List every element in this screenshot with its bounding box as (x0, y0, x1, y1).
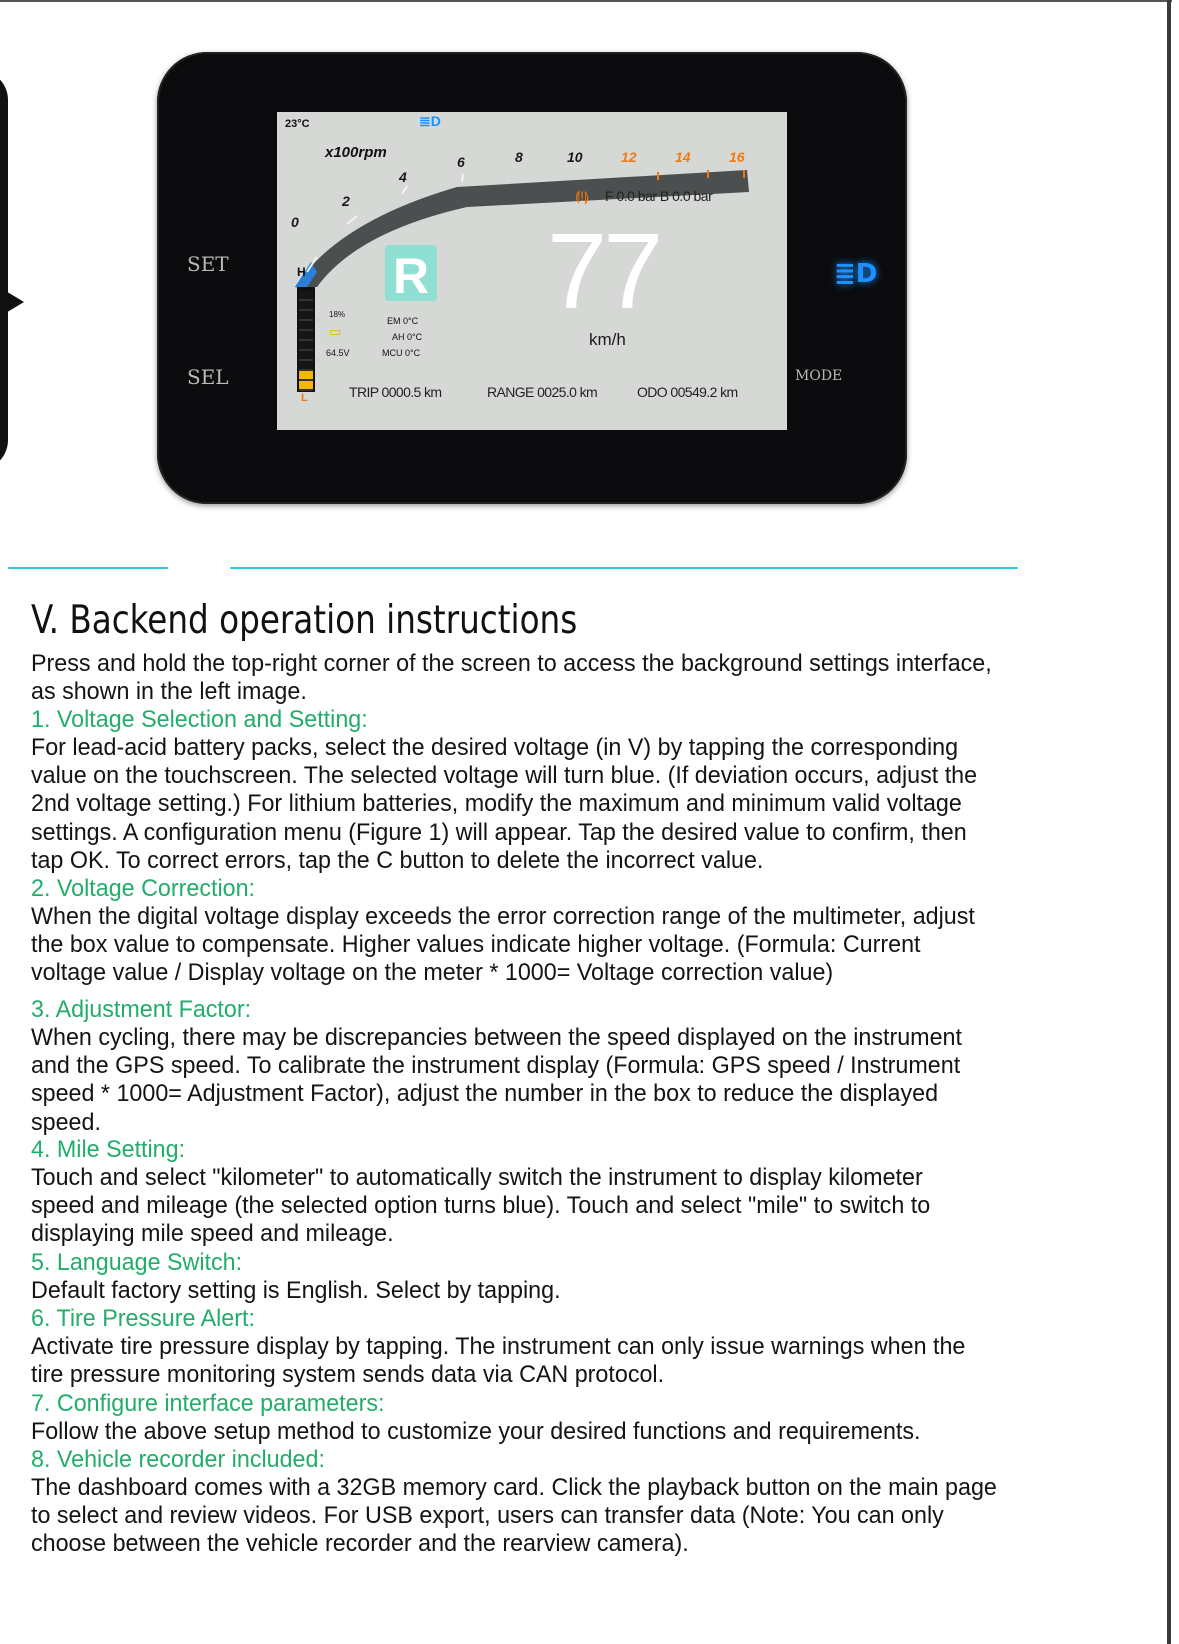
sel-button[interactable]: SEL (187, 365, 229, 389)
battery-icon: ▭ (329, 324, 342, 339)
item-text-voltage-selection: For lead-acid battery packs, select the desired voltage (in V) by tapping the corresponding value on the touchscreen. The selected voltage will turn blue. (If deviation occurs, adjust the 2nd voltage setting.) For lithium batteries, modify the maximum and minimum valid voltage settings. A configuration menu (Figure 1) will appear. Tap the desired value to confirm, then tap OK. To correct errors, tap the C button to delete the incorrect value. (31, 734, 978, 874)
speed-value: 77 (547, 210, 660, 331)
item-text-voltage-correction: When the digital voltage display exceeds the error correction range of the multimeter, adjust the box value to compensate. Higher values indicate higher voltage. (Formula: Current voltage value / Display voltage on the meter * 1000= Voltage correction value) (31, 903, 975, 987)
section-divider-left (8, 567, 168, 569)
item-title-configure-interface: 7. Configure interface parameters: (31, 1390, 385, 1417)
rpm-tick-2: 2 (342, 193, 350, 209)
rpm-tick-6: 6 (457, 154, 465, 170)
item-text-language-switch: Default factory setting is English. Select by tapping. (31, 1277, 561, 1304)
intro-paragraph: Press and hold the top-right corner of the screen to access the background settings interface, as shown in the left image. (31, 650, 992, 706)
headlight-icon[interactable]: ≣D (834, 259, 878, 289)
item-text-configure-interface: Follow the above setup method to customize your desired functions and requirements. (31, 1418, 921, 1445)
top-border (0, 0, 1172, 2)
rpm-tick-12: 12 (621, 149, 637, 165)
item-title-voltage-selection: 1. Voltage Selection and Setting: (31, 706, 368, 733)
rpm-tick-10: 10 (567, 149, 583, 165)
rpm-tick-8: 8 (515, 149, 523, 165)
display-screen (277, 112, 787, 430)
speed-unit: km/h (589, 330, 626, 349)
item-title-language-switch: 5. Language Switch: (31, 1249, 243, 1276)
ah-temperature: AH 0°C (392, 332, 423, 342)
battery-low-label: L (301, 392, 308, 404)
ambient-temperature: 23°C (285, 118, 310, 130)
dashboard-device (157, 52, 907, 504)
right-border (1167, 0, 1171, 1644)
rpm-tick-0: 0 (291, 214, 299, 230)
adjacent-device-edge (0, 70, 8, 470)
item-title-tire-pressure: 6. Tire Pressure Alert: (31, 1305, 255, 1332)
odometer: ODO 00549.2 km (637, 384, 738, 400)
gear-indicator (385, 245, 437, 304)
rpm-tick-4: 4 (399, 169, 407, 185)
item-text-adjustment-factor: When cycling, there may be discrepancies between the speed displayed on the instrument and the GPS speed. To calibrate the instrument display (Formula: GPS speed / Instrument speed * 1000= Adjustment Factor), adjust the number in the box to reduce the displayed speed. (31, 1024, 962, 1136)
battery-high-label: H (297, 265, 306, 279)
battery-percent: 18% (329, 310, 346, 319)
gear-letter: R (392, 248, 430, 304)
item-text-tire-pressure: Activate tire pressure display by tapping. The instrument can only issue warnings when the tire pressure monitoring system sends data via CAN protocol. (31, 1333, 966, 1389)
mode-button[interactable]: MODE (795, 368, 843, 384)
item-text-vehicle-recorder: The dashboard comes with a 32GB memory card. Click the playback button on the main page to select and review videos. For USB export, users can transfer data (Note: You can only choose between the vehicle recorder and the rearview camera). (31, 1474, 997, 1558)
mcu-temperature: MCU 0°C (382, 348, 421, 358)
tire-pressure: F 0.0 bar B 0.0 bar (605, 188, 713, 204)
section-title: V. Backend operation instructions (31, 598, 578, 643)
set-button[interactable]: SET (187, 252, 229, 276)
high-beam-icon: ≣D (419, 113, 441, 129)
item-title-vehicle-recorder: 8. Vehicle recorder included: (31, 1446, 325, 1473)
trip-distance: TRIP 0000.5 km (349, 384, 442, 400)
rpm-unit: x100rpm (325, 144, 387, 161)
item-title-voltage-correction: 2. Voltage Correction: (31, 875, 256, 902)
range-distance: RANGE 0025.0 km (487, 384, 598, 400)
battery-level-bar (297, 287, 315, 392)
section-divider-right (230, 567, 1018, 569)
tire-pressure-icon: ⟬!⟭ (575, 188, 590, 204)
rpm-tick-14: 14 (675, 149, 691, 165)
item-title-adjustment-factor: 3. Adjustment Factor: (31, 996, 252, 1023)
item-text-mile-setting: Touch and select "kilometer" to automatically switch the instrument to display kilometer speed and mileage (the selected option turns blue). Touch and select "mile" to switch to displaying mile speed and mileage. (31, 1164, 931, 1248)
arrow-icon (4, 290, 24, 314)
item-title-mile-setting: 4. Mile Setting: (31, 1136, 186, 1163)
em-temperature: EM 0°C (387, 316, 419, 326)
battery-voltage: 64.5V (326, 348, 350, 358)
rpm-tick-16: 16 (729, 149, 745, 165)
